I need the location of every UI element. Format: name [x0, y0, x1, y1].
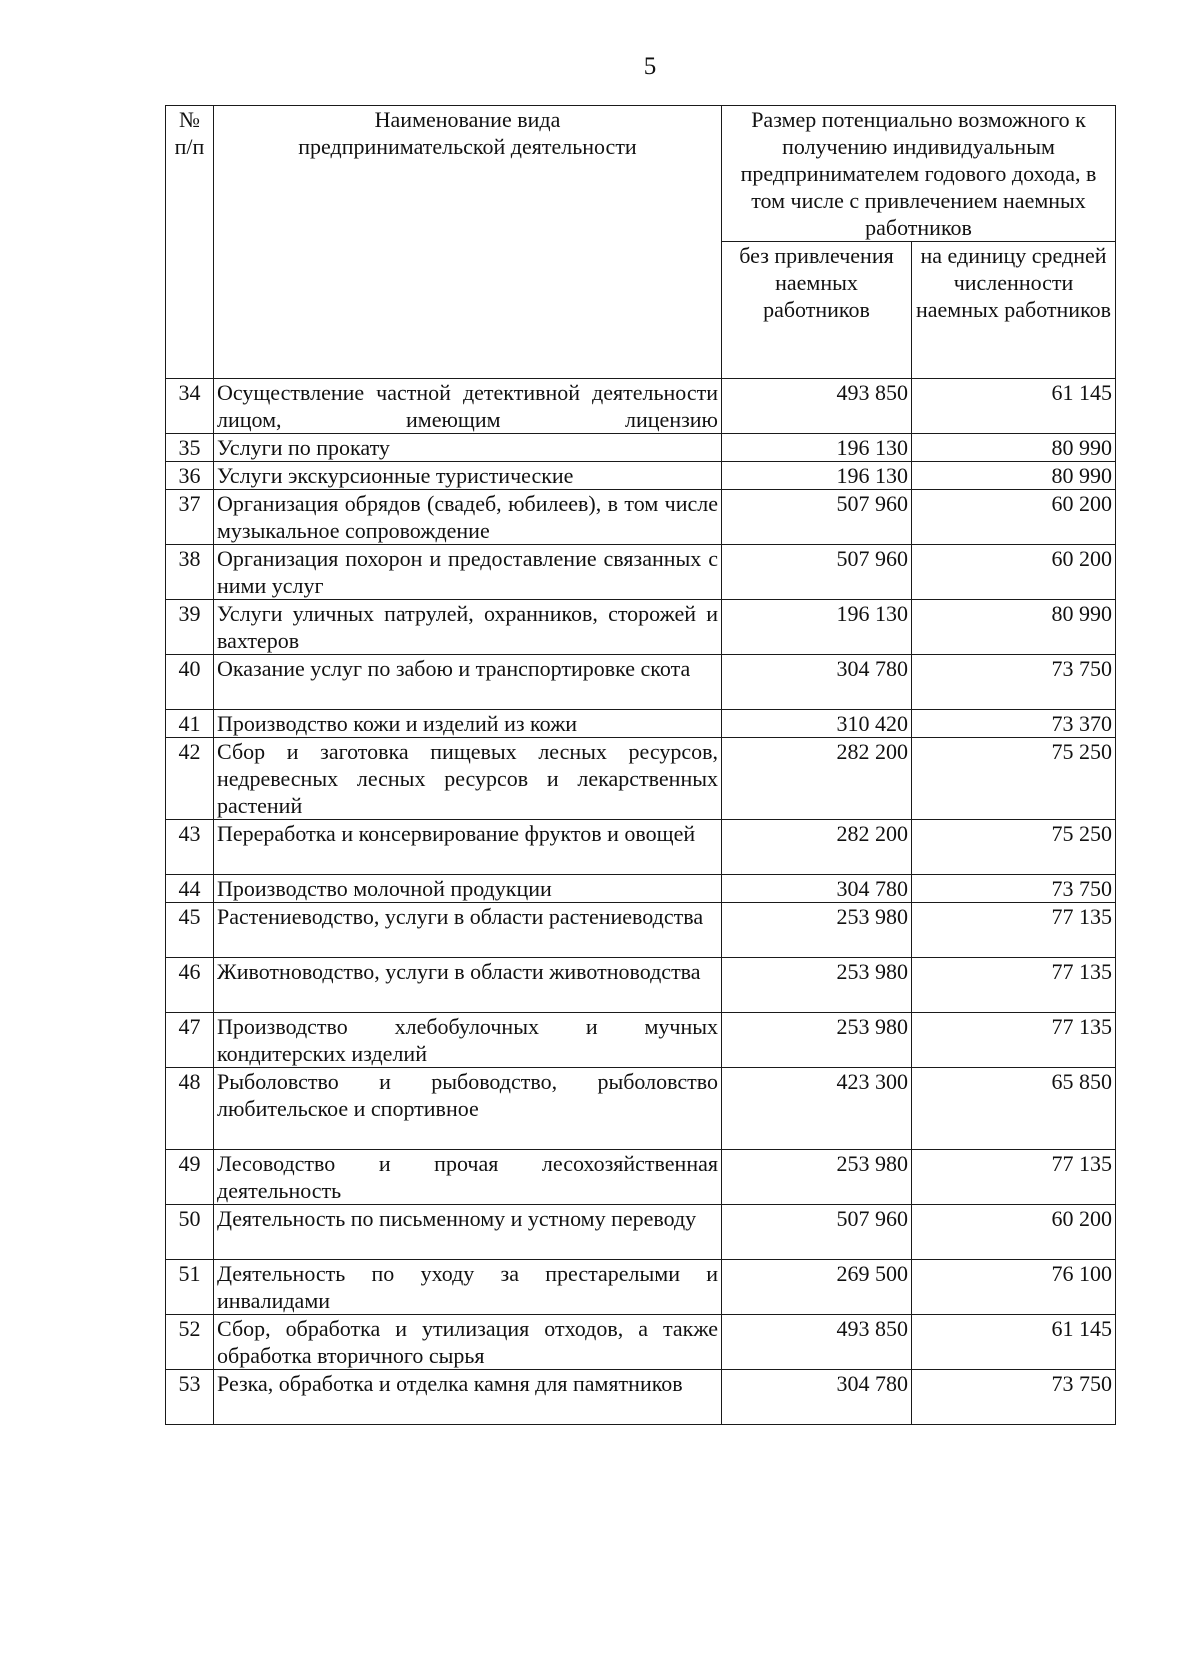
row-number: 35 [166, 434, 214, 462]
row-income-without-employees: 507 960 [722, 545, 912, 600]
row-income-per-employee: 75 250 [912, 820, 1116, 875]
row-income-without-employees: 507 960 [722, 490, 912, 545]
row-income-without-employees: 304 780 [722, 875, 912, 903]
row-number: 53 [166, 1370, 214, 1425]
table-row [166, 655, 1116, 710]
row-number: 49 [166, 1150, 214, 1205]
header-number-symbol: № [179, 107, 200, 132]
table-row [166, 462, 1116, 490]
table-row [166, 710, 1116, 738]
row-number: 34 [166, 379, 214, 434]
row-income-without-employees: 310 420 [722, 710, 912, 738]
row-income-without-employees: 282 200 [722, 738, 912, 820]
table-row [166, 1370, 1116, 1425]
table-row [166, 903, 1116, 958]
table-row [166, 434, 1116, 462]
row-number: 51 [166, 1260, 214, 1315]
row-activity: Производство хлебобулочных и мучных кондитерских изделий [214, 1013, 722, 1068]
row-income-per-employee: 80 990 [912, 434, 1116, 462]
header-activity-name [214, 106, 722, 379]
row-income-per-employee: 60 200 [912, 545, 1116, 600]
row-number: 40 [166, 655, 214, 710]
row-income-without-employees: 196 130 [722, 462, 912, 490]
row-number: 46 [166, 958, 214, 1013]
row-income-without-employees: 253 980 [722, 958, 912, 1013]
row-number: 36 [166, 462, 214, 490]
row-income-per-employee: 75 250 [912, 738, 1116, 820]
row-activity: Производство кожи и изделий из кожи [214, 710, 722, 738]
table-row [166, 1205, 1116, 1260]
table-row [166, 1315, 1116, 1370]
row-income-without-employees: 423 300 [722, 1068, 912, 1150]
row-number: 50 [166, 1205, 214, 1260]
row-activity: Производство молочной продукции [214, 875, 722, 903]
row-income-without-employees: 493 850 [722, 1315, 912, 1370]
table-row [166, 820, 1116, 875]
row-income-without-employees: 507 960 [722, 1205, 912, 1260]
row-activity: Услуги экскурсионные туристические [214, 462, 722, 490]
header-activity-name-line1: Наименование вида [374, 107, 561, 132]
row-income-without-employees: 253 980 [722, 903, 912, 958]
row-number: 37 [166, 490, 214, 545]
table-row [166, 1260, 1116, 1315]
header-number [166, 106, 214, 379]
row-number: 43 [166, 820, 214, 875]
row-activity: Сбор, обработка и утилизация отходов, а также обработка вторичного сырья [214, 1315, 722, 1370]
row-number: 47 [166, 1013, 214, 1068]
row-income-without-employees: 196 130 [722, 434, 912, 462]
row-number: 45 [166, 903, 214, 958]
row-income-per-employee: 80 990 [912, 600, 1116, 655]
table-body [166, 379, 1116, 1425]
row-activity: Организация обрядов (свадеб, юбилеев), в том числе музыкальное сопровождение [214, 490, 722, 545]
row-income-per-employee: 80 990 [912, 462, 1116, 490]
row-activity: Услуги уличных патрулей, охранников, сторожей и вахтеров [214, 600, 722, 655]
table-row [166, 958, 1116, 1013]
row-income-without-employees: 493 850 [722, 379, 912, 434]
row-income-per-employee: 73 750 [912, 875, 1116, 903]
income-table [165, 105, 1116, 1425]
table-header [166, 106, 1116, 379]
row-number: 42 [166, 738, 214, 820]
table-row [166, 379, 1116, 434]
row-number: 44 [166, 875, 214, 903]
row-income-per-employee: 60 200 [912, 490, 1116, 545]
row-income-without-employees: 304 780 [722, 655, 912, 710]
row-income-per-employee: 76 100 [912, 1260, 1116, 1315]
row-income-per-employee: 77 135 [912, 903, 1116, 958]
row-income-per-employee: 77 135 [912, 958, 1116, 1013]
row-income-per-employee: 61 145 [912, 379, 1116, 434]
row-income-without-employees: 304 780 [722, 1370, 912, 1425]
row-activity: Растениеводство, услуги в области растениеводства [214, 903, 722, 958]
row-income-without-employees: 253 980 [722, 1150, 912, 1205]
header-per-employee: на единицу средней численности наемных работников [912, 242, 1116, 379]
row-activity: Рыболовство и рыбоводство, рыболовство любительское и спортивное [214, 1068, 722, 1150]
table-row [166, 1013, 1116, 1068]
row-activity: Деятельность по уходу за престарелыми и инвалидами [214, 1260, 722, 1315]
row-activity: Осуществление частной детективной деятельности лицом, имеющим лицензию [214, 379, 722, 434]
row-activity: Оказание услуг по забою и транспортировке скота [214, 655, 722, 710]
table-row [166, 545, 1116, 600]
table-row [166, 1068, 1116, 1150]
row-activity: Деятельность по письменному и устному переводу [214, 1205, 722, 1260]
row-income-per-employee: 61 145 [912, 1315, 1116, 1370]
row-activity: Организация похорон и предоставление связанных с ними услуг [214, 545, 722, 600]
header-income-group: Размер потенциально возможного к получению индивидуальным предпринимателем годового дохода, в том числе с привлечением наемных работников [722, 106, 1116, 242]
header-activity-name-line2: предпринимательской деятельности [298, 134, 637, 159]
row-activity: Животноводство, услуги в области животноводства [214, 958, 722, 1013]
row-income-per-employee: 73 750 [912, 655, 1116, 710]
row-income-without-employees: 282 200 [722, 820, 912, 875]
row-income-per-employee: 73 750 [912, 1370, 1116, 1425]
row-income-per-employee: 73 370 [912, 710, 1116, 738]
row-income-without-employees: 196 130 [722, 600, 912, 655]
row-number: 52 [166, 1315, 214, 1370]
row-income-per-employee: 60 200 [912, 1205, 1116, 1260]
row-income-without-employees: 253 980 [722, 1013, 912, 1068]
row-income-per-employee: 77 135 [912, 1013, 1116, 1068]
row-number: 41 [166, 710, 214, 738]
row-number: 39 [166, 600, 214, 655]
table-row [166, 490, 1116, 545]
row-activity: Резка, обработка и отделка камня для памятников [214, 1370, 722, 1425]
row-activity: Переработка и консервирование фруктов и овощей [214, 820, 722, 875]
row-income-without-employees: 269 500 [722, 1260, 912, 1315]
row-number: 38 [166, 545, 214, 600]
row-activity: Услуги по прокату [214, 434, 722, 462]
row-number: 48 [166, 1068, 214, 1150]
row-activity: Сбор и заготовка пищевых лесных ресурсов, недревесных лесных ресурсов и лекарственных растений [214, 738, 722, 820]
header-without-employees: без привлечения наемных работников [722, 242, 912, 379]
header-number-abbr: п/п [174, 134, 205, 159]
page-number: 5 [643, 53, 657, 80]
table-row [166, 1150, 1116, 1205]
table-row [166, 738, 1116, 820]
table-row [166, 875, 1116, 903]
row-activity: Лесоводство и прочая лесохозяйственная деятельность [214, 1150, 722, 1205]
row-income-per-employee: 65 850 [912, 1068, 1116, 1150]
table-row [166, 600, 1116, 655]
row-income-per-employee: 77 135 [912, 1150, 1116, 1205]
